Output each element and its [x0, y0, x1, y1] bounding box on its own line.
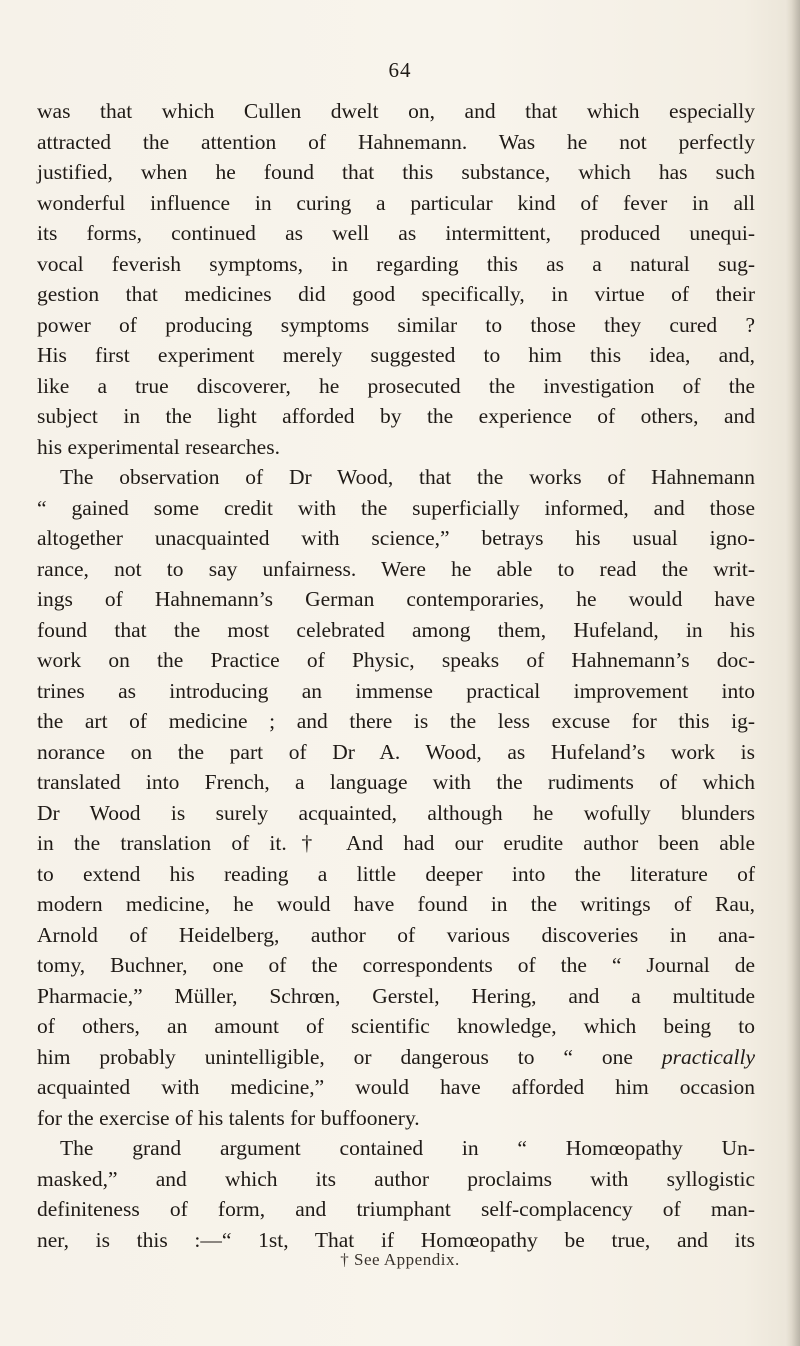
- text-line: wonderful influence in curing a particular kind of fever in all: [37, 190, 755, 215]
- text-line: Arnold of Heidelberg, author of various discoveries in ana-: [37, 922, 755, 947]
- page-edge-shadow: [786, 0, 800, 1346]
- text-line: The observation of Dr Wood, that the works of Hahnemann: [60, 465, 755, 489]
- text-line: translated into French, a language with the rudiments of which: [37, 770, 755, 794]
- footnote: † See Appendix.: [340, 1250, 460, 1269]
- text-line: power of producing symptoms similar to those they cured ?: [37, 312, 755, 337]
- text-line: him probably unintelligible, or dangerous to “ one practically: [37, 1044, 755, 1069]
- text-line: “ gained some credit with the superficially informed, and those: [37, 495, 755, 520]
- text-line: for the exercise of his talents for buffoonery.: [37, 1105, 420, 1130]
- text-line: vocal feverish symptoms, in regarding this as a natural sug-: [37, 251, 755, 276]
- text-line: tomy, Buchner, one of the correspondents of the “ Journal de: [37, 953, 755, 977]
- body-text: [37, 96, 755, 1255]
- text-line: rance, not to say unfairness. Were he able to read the writ-: [37, 556, 755, 581]
- text-line: definiteness of form, and triumphant self-complacency of man-: [37, 1197, 755, 1221]
- text-line: like a true discoverer, he prosecuted the investigation of the: [37, 373, 755, 398]
- text-line: modern medicine, he would have found in the writings of Rau,: [37, 892, 755, 916]
- text-line: his experimental researches.: [37, 434, 280, 459]
- text-line: Dr Wood is surely acquainted, although he wofully blunders: [37, 800, 755, 825]
- text-line: His first experiment merely suggested to him this idea, and,: [37, 343, 755, 367]
- text-line: norance on the part of Dr A. Wood, as Hufeland’s work is: [37, 739, 755, 764]
- text-line: justified, when he found that this substance, which has such: [37, 160, 755, 184]
- text-line: The grand argument contained in “ Homœopathy Un-: [60, 1136, 755, 1160]
- text-line: trines as introducing an immense practical improvement into: [37, 678, 755, 703]
- text-line: its forms, continued as well as intermittent, produced unequi-: [37, 221, 755, 245]
- text-line: work on the Practice of Physic, speaks of Hahnemann’s doc-: [37, 648, 755, 672]
- text-line: masked,” and which its author proclaims with syllogistic: [37, 1166, 755, 1191]
- text-line: of others, an amount of scientific knowledge, which being to: [37, 1014, 755, 1038]
- text-line: Pharmacie,” Müller, Schrœn, Gerstel, Hering, and a multitude: [37, 983, 755, 1008]
- text-line: to extend his reading a little deeper into the literature of: [37, 861, 755, 886]
- text-line: ner, is this :—“ 1st, That if Homœopathy be true, and its: [37, 1227, 755, 1252]
- text-line: attracted the attention of Hahnemann. Was he not perfectly: [37, 129, 755, 154]
- text-line: ings of Hahnemann’s German contemporaries, he would have: [37, 587, 755, 611]
- text-line: gestion that medicines did good specifically, in virtue of their: [37, 282, 755, 306]
- page-number: 64: [388, 58, 412, 82]
- text-line: altogether unacquainted with science,” betrays his usual igno-: [37, 526, 755, 550]
- text-line: in the translation of it.† And had our erudite author been able: [37, 831, 755, 855]
- text-line: found that the most celebrated among them, Hufeland, in his: [37, 617, 755, 642]
- text-line: subject in the light afforded by the experience of others, and: [37, 404, 755, 428]
- text-line: acquainted with medicine,” would have afforded him occasion: [37, 1075, 755, 1099]
- text-line: the art of medicine ; and there is the less excuse for this ig-: [37, 709, 755, 733]
- emphasis: practically: [661, 1044, 755, 1069]
- text-line: was that which Cullen dwelt on, and that which especially: [37, 99, 755, 123]
